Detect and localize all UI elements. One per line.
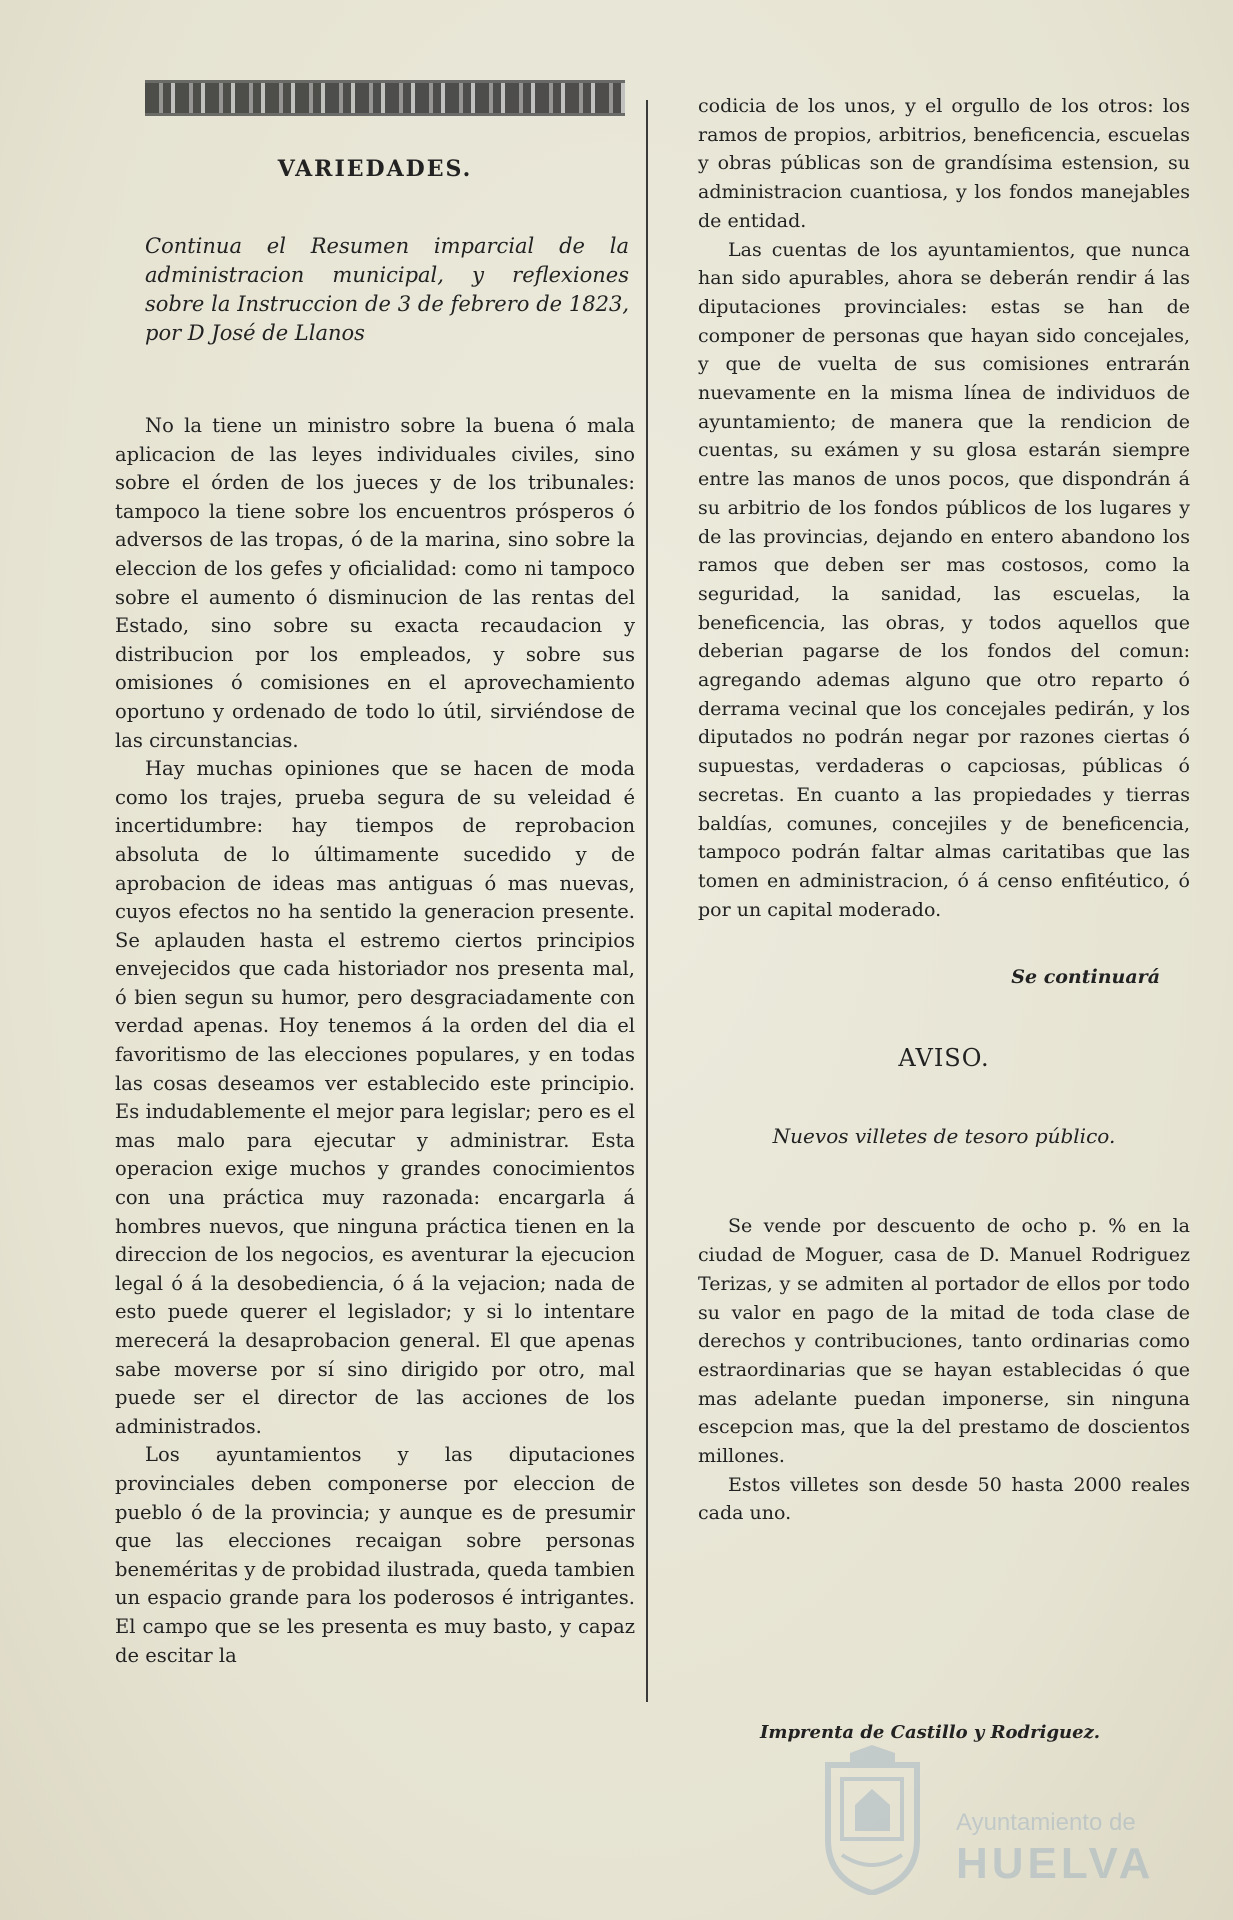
article-paragraph: codicia de los unos, y el orgullo de los otros: los ramos de propios, arbitrios, beneficencia, escuelas y obras públicas son de grandísima estension, su administracion cuantiosa, y los fondos manejables de entidad. bbox=[698, 95, 1190, 232]
right-column bbox=[698, 92, 1190, 1528]
coat-of-arms-icon bbox=[820, 1745, 925, 1895]
column-divider bbox=[646, 100, 648, 1702]
continued-note: Se continuará bbox=[1011, 966, 1160, 989]
article-paragraph: Los ayuntamientos y las diputaciones provinciales deben componerse por eleccion de pueblo ó de la provincia; y aunque es de presumir que las elecciones recaigan sobre personas beneméritas y de probidad ilustrada, queda tambien un espacio grande para los poderosos é intrigantes. El campo que se les presenta es muy basto, y capaz de escitar la bbox=[115, 1443, 635, 1667]
article-subtitle: Continua el Resumen imparcial de la administracion municipal, y reflexiones sobre la Instruccion de 3 de febrero de 1823, por D José de Llanos bbox=[145, 234, 629, 345]
decorative-ornament-band bbox=[145, 80, 625, 116]
article-paragraph: No la tiene un ministro sobre la buena ó mala aplicacion de las leyes individuales civiles, sino sobre el órden de los jueces y de los tribunales: tampoco la tiene sobre los encuentros prósperos ó adversos de las tropas, ó de la marina, sino sobre la eleccion de los gefes y oficialidad: como ni tampoco sobre el aumento ó disminucion de las rentas del Estado, sino sobre su exacta recaudacion y distribucion por los empleados, y sobre sus omisiones ó comisiones en el aprovechamiento oportuno y ordenado de todo lo útil, sirviéndose de las circunstancias. bbox=[115, 414, 635, 752]
article-paragraph: Hay muchas opiniones que se hacen de moda como los trajes, prueba segura de su veleidad é incertidumbre: hay tiempos de reprobacion absoluta de lo últimamente sucedido y de aprobacion de ideas mas antiguas ó mas nuevas, cuyos efectos no ha sentido la generacion presente. Se aplauden hasta el estremo ciertos principios envejecidos que cada historiador nos presenta mal, ó bien segun su humor, pero desgraciadamente con verdad apenas. Hoy tenemos á la orden del dia el favoritismo de las elecciones populares, y en todas las cosas deseamos ver establecido este principio. Es indudablemente el mejor para legislar; pero es el mas malo para ejecutar y administrar. Esta operacion exige muchos y grandes conocimientos con una práctica muy razonada: encargarla á hombres nuevos, que ninguna práctica tienen en la direccion de los negocios, es aventurar la ejecucion legal ó á la desobediencia, ó á la vejacion; nada de esto puede querer el legislador; y si lo intentare merecerá la desaprobacion general. El que apenas sabe moverse por sí sino dirigido por otro, mal puede ser el director de las acciones de los administrados. bbox=[115, 757, 635, 1438]
aviso-title: AVISO. bbox=[898, 1044, 990, 1073]
watermark-line-1: Ayuntamiento de bbox=[956, 1809, 1136, 1836]
ayuntamiento-watermark bbox=[820, 1745, 1200, 1905]
aviso-paragraph: Estos villetes son desde 50 hasta 2000 reales cada uno. bbox=[698, 1473, 1190, 1525]
watermark-line-2: HUELVA bbox=[956, 1839, 1155, 1888]
section-title: VARIEDADES. bbox=[277, 156, 473, 182]
printer-credit: Imprenta de Castillo y Rodriguez. bbox=[760, 1722, 1101, 1743]
left-column bbox=[115, 80, 635, 1670]
aviso-paragraph: Se vende por descuento de ocho p. % en la ciudad de Moguer, casa de D. Manuel Rodriguez Terizas, y se admiten al portador de ellos por todo su valor en pago de la mitad de toda clase de derechos y contribuciones, tanto ordinarias como estraordinarias que se hayan establecidas ó que mas adelante puedan imponerse, sin ninguna escepcion mas, que la del prestamo de doscientos millones. bbox=[698, 1215, 1190, 1468]
aviso-subtitle: Nuevos villetes de tesoro público. bbox=[772, 1124, 1116, 1149]
article-paragraph: Las cuentas de los ayuntamientos, que nunca han sido apurables, ahora se deberán rendir á las diputaciones provinciales: estas se han de componer de personas que hayan sido concejales, y que de vuelta de sus comisiones entrarán nuevamente en la misma línea de individuos de ayuntamiento; de manera que la rendicion de cuentas, su exámen y su glosa estarán siempre entre las manos de unos pocos, que dispondrán á su arbitrio de los fondos públicos de los lugares y de las provincias, dejando en entero abandono los ramos que deben ser mas costosos, como la seguridad, la sanidad, las escuelas, la beneficencia, las obras, y todos aquellos que deberian pagarse de los fondos del comun: agregando ademas alguno que otro reparto ó derrama vecinal que los concejales pedirán, y los diputados no podrán negar por razones ciertas ó supuestas, verdaderas o capciosas, públicas ó secretas. En cuanto a las propiedades y tierras baldías, comunes, concejiles y de beneficencia, tampoco podrán faltar almas caritatibas que las tomen en administracion, ó á censo enfitéutico, ó por un capital moderado. bbox=[698, 238, 1190, 921]
